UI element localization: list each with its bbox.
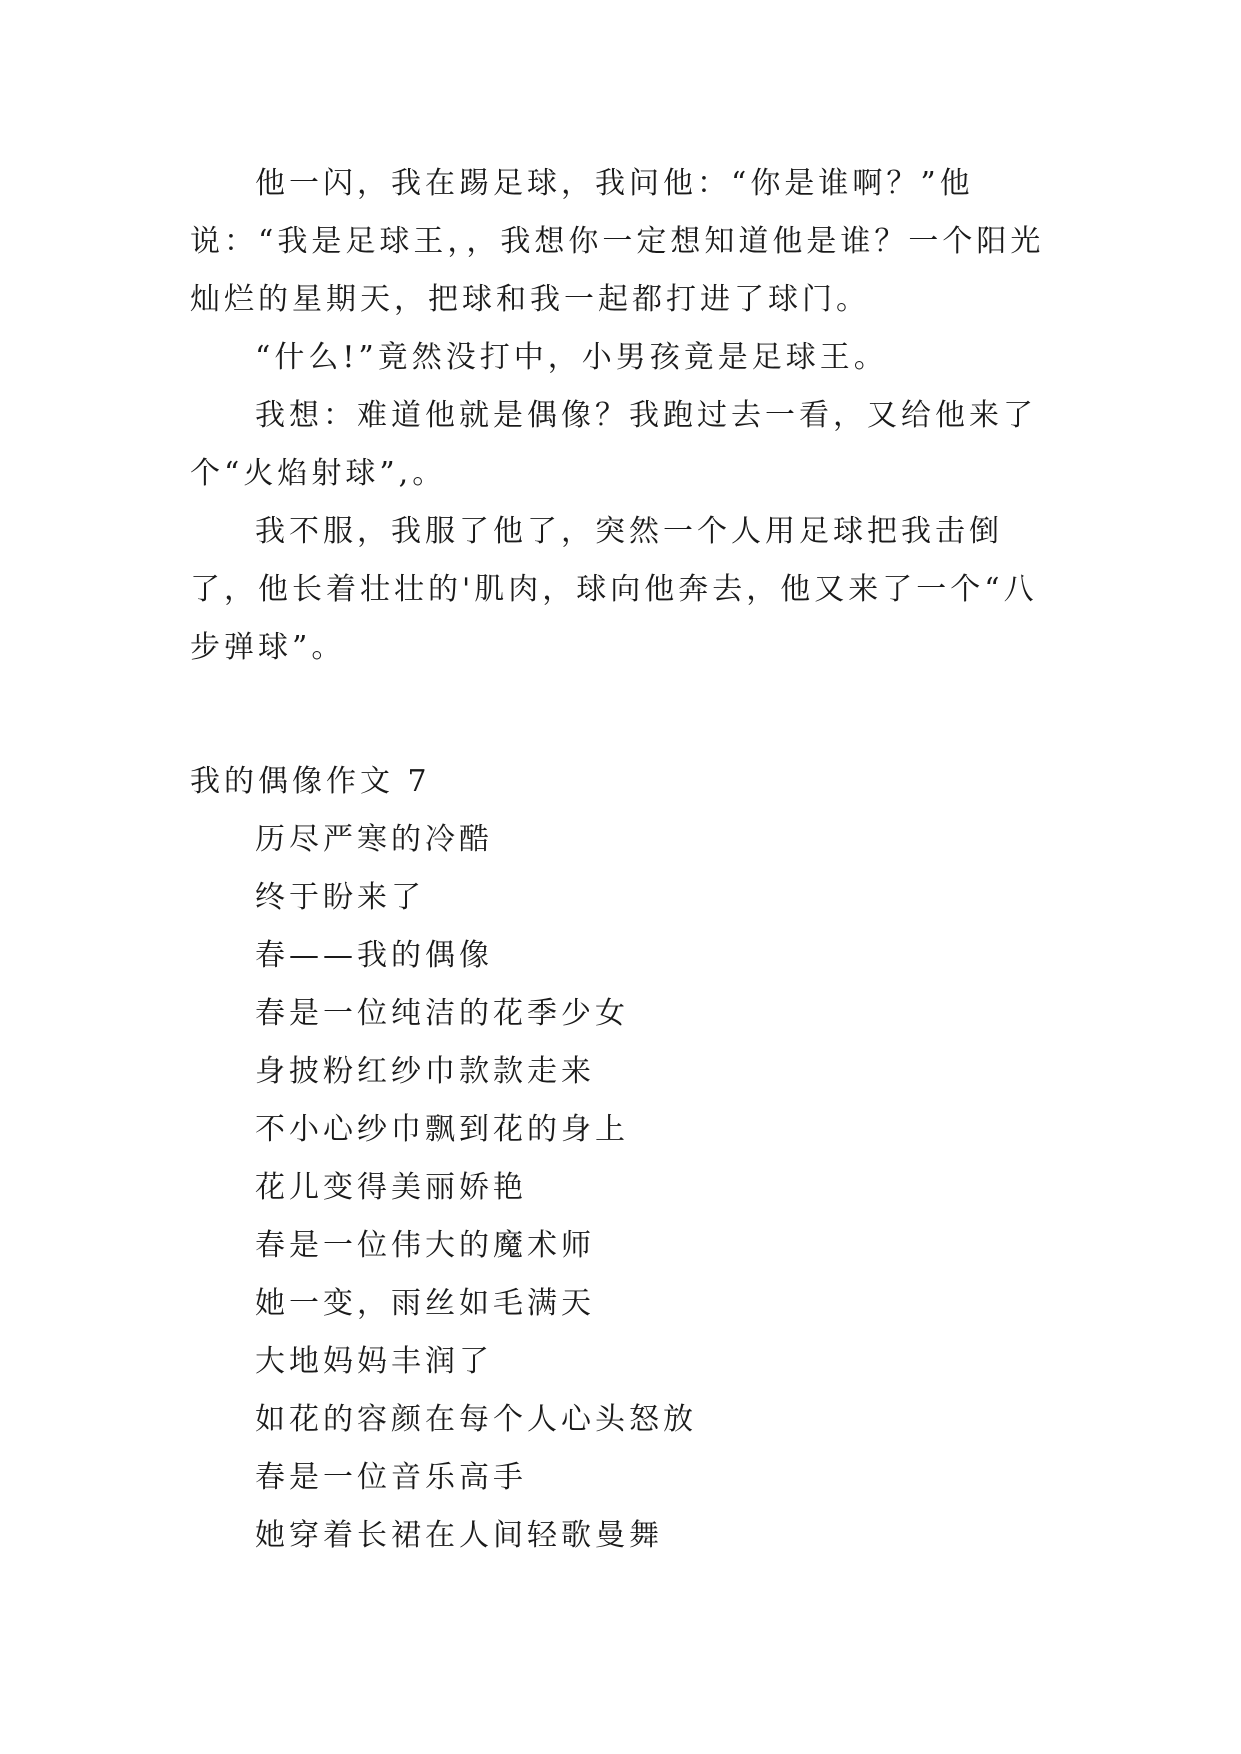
poem-line: 终于盼来了 [255,880,425,915]
poem-line: 春是一位音乐高手 [255,1460,527,1495]
poem-line: 不小心纱巾飘到花的身上 [255,1112,629,1147]
poem-line: 大地妈妈丰润了 [255,1344,493,1379]
poem-line: 身披粉红纱巾款款走来 [255,1054,595,1089]
poem-line: 历尽严寒的冷酷 [255,822,493,857]
paragraph-1: 他一闪，我在踢足球，我问他：“你是谁啊？”他说：“我是足球王，，我想你一定想知道他是谁？一个阳光灿烂的星期天，把球和我一起都打进了球门。 [190,166,1045,317]
poem-line: 花儿变得美丽娇艳 [255,1170,527,1205]
paragraph-2: “什么!”竟然没打中，小男孩竟是足球王。 [255,340,888,375]
poem [190,811,1060,1565]
poem-line: 春是一位纯洁的花季少女 [255,996,629,1031]
poem-line: 她穿着长裙在人间轻歌曼舞 [255,1518,663,1553]
poem-line: 她一变，雨丝如毛满天 [255,1286,595,1321]
poem-line: 春——我的偶像 [255,938,493,973]
paragraph-4: 我不服，我服了他了，突然一个人用足球把我击倒了，他长着壮壮的'肌肉，球向他奔去，他又来了一个“八步弹球”。 [190,514,1038,665]
section-title: 我的偶像作文 7 [190,764,431,799]
poem-line: 如花的容颜在每个人心头怒放 [255,1402,697,1437]
paragraph-3: 我想：难道他就是偶像？我跑过去一看，又给他来了个“火焰射球”,。 [190,398,1037,491]
poem-line: 春是一位伟大的魔术师 [255,1228,595,1263]
section-spacer [190,677,1060,753]
document-body [190,155,1060,1565]
